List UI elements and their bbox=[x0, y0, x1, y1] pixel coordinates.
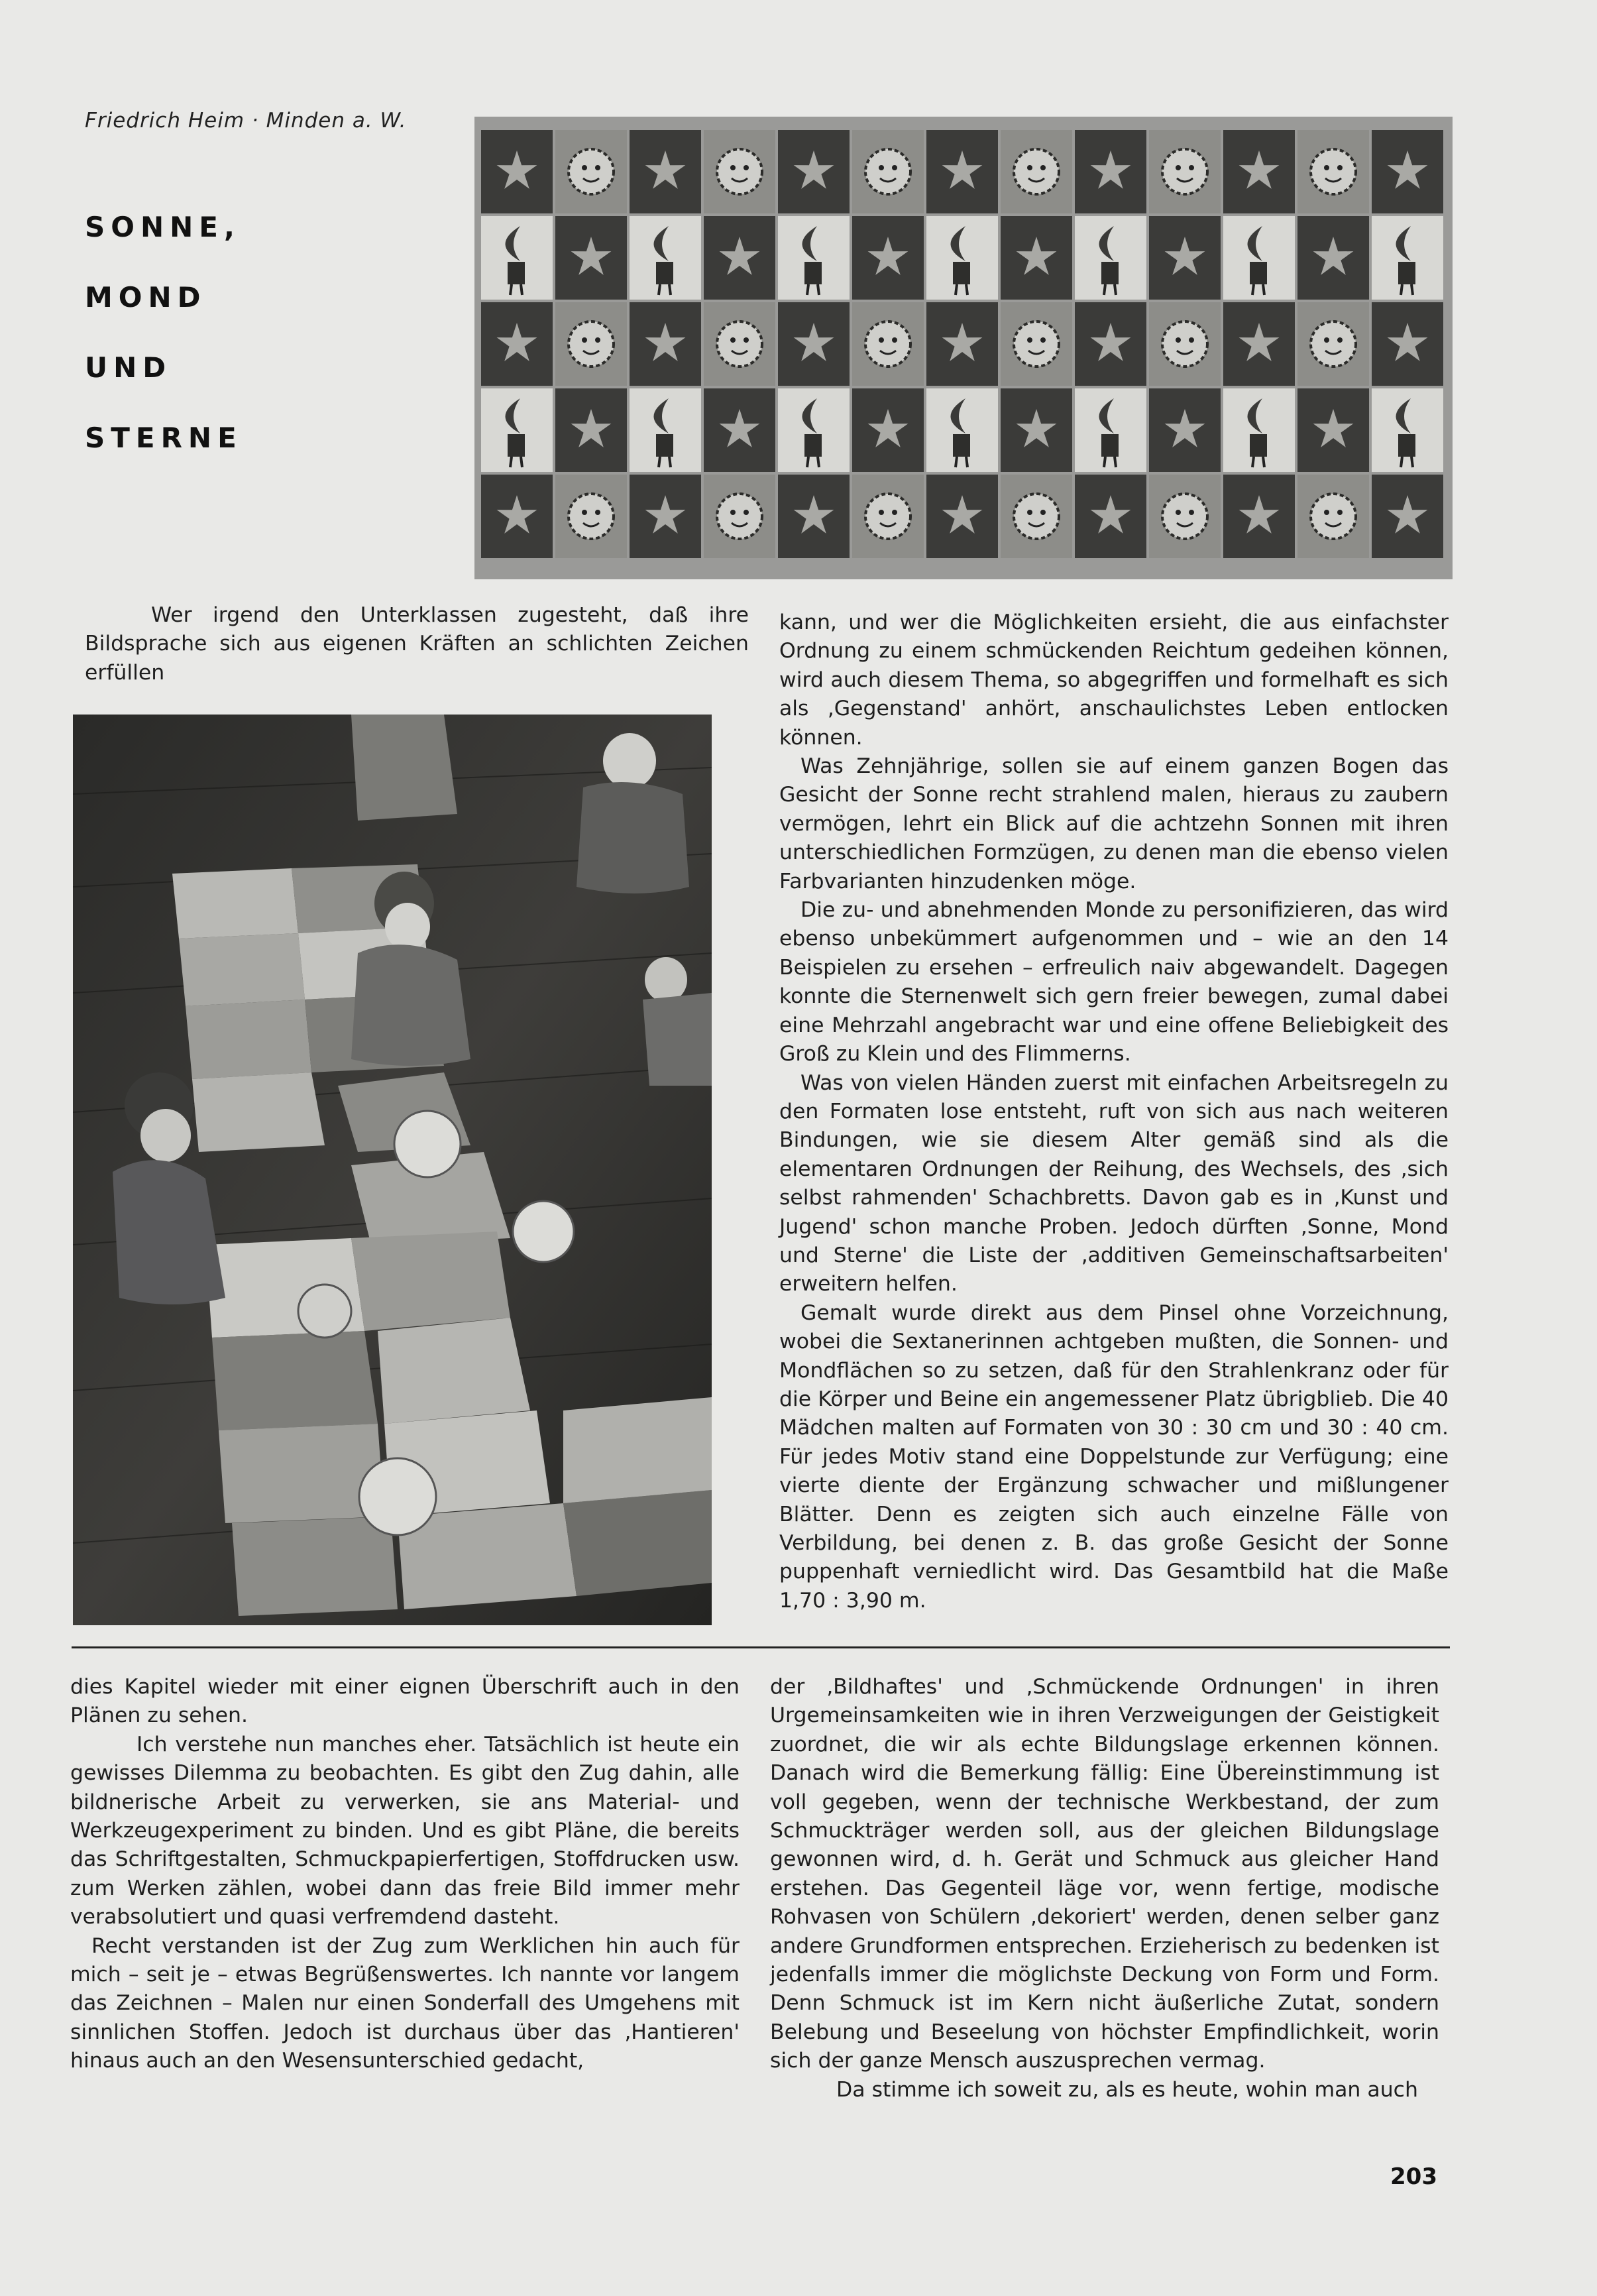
sun-face bbox=[1162, 321, 1207, 367]
bottom-right-column bbox=[770, 1673, 1439, 2104]
children-painting-photo bbox=[73, 715, 712, 1625]
title-line: MOND bbox=[85, 281, 207, 314]
sun-face bbox=[1014, 321, 1059, 367]
sun-face bbox=[717, 321, 762, 367]
sun-face bbox=[717, 149, 762, 194]
article-right-column bbox=[779, 608, 1449, 1615]
intro-column bbox=[85, 601, 749, 687]
title-line: UND bbox=[85, 351, 172, 384]
intro-paragraph: Wer irgend den Unterklassen zugesteht, daß ihre Bildsprache sich aus eigenen Kräften an schlichten Zeichen erfüllen bbox=[85, 603, 749, 685]
sun-face bbox=[569, 321, 614, 367]
sun-face bbox=[1014, 149, 1059, 194]
sun-face bbox=[1311, 149, 1356, 194]
sun-face bbox=[569, 149, 614, 194]
sun-face bbox=[1162, 494, 1207, 539]
sun-face bbox=[1162, 149, 1207, 194]
title-line: STERNE bbox=[85, 422, 243, 454]
sun-face bbox=[717, 494, 762, 539]
paragraph: Die zu- und abnehmenden Monde zu personifizieren, das wird ebenso unbekümmert aufgenommen und – wie an den 14 Beispielen zu ersehen – erfreulich naiv abgewandelt. Dagegen konnte die Sternenwelt sich gern freier bewegen, zumal dabei eine Mehrzahl angebracht war und eine offene Beliebigkeit des Groß zu Klein und des Flimmerns. bbox=[779, 898, 1449, 1066]
article-title bbox=[85, 211, 243, 492]
paragraph: Was von vielen Händen zuerst mit einfachen Arbeitsregeln zu den Formaten lose entsteht, ruft von sich aus nach weiteren Bindungen, wie sie diesem Alter gemäß sind als die elementaren Ordnungen der Reihung, des Wechsels, des ‚sich selbst rahmenden' Schachbretts. Davon gab es in ‚Kunst und Jugend' schon manche Proben. Jedoch dürften ‚Sonne, Mond und Sterne' die Liste der ‚additiven Gemeinschaftsarbeiten' erweitern helfen. bbox=[779, 1070, 1449, 1296]
sun-face bbox=[1014, 494, 1059, 539]
section-rule bbox=[72, 1646, 1450, 1648]
bottom-left-column bbox=[70, 1673, 740, 2076]
paragraph: Was Zehnjährige, sollen sie auf einem ganzen Bogen das Gesicht der Sonne recht strahlend malen, hieraus zu zaubern vermögen, lehrt ein Blick auf die achtzehn Sonnen mit ihren unterschiedlichen Formzügen, zu denen man die ebenso vielen Farbvarianten hinzudenken möge. bbox=[779, 754, 1449, 893]
sun-face bbox=[1311, 321, 1356, 367]
sun-face bbox=[865, 321, 910, 367]
paragraph: Ich verstehe nun manches eher. Tatsächlich ist heute ein gewisses Dilemma zu beobachten. Es gibt den Zug dahin, alle bildnerische Arbeit zu verwerken, sie ans Material- und Werkzeugexperiment zu binden. Und es gibt Pläne, die bereits das Schriftgestalten, Schmuckpapierfertigen, Stoffdrucken usw. zum Werken zählen, wobei dann das freie Bild immer mehr verabsolutiert und quasi verfremdend dasteht. bbox=[70, 1732, 740, 1929]
title-line: SONNE, bbox=[85, 211, 241, 243]
paragraph: Da stimme ich soweit zu, als es heute, wohin man auch bbox=[836, 2077, 1418, 2102]
paragraph: Recht verstanden ist der Zug zum Werklichen hin auch für mich – seit je – etwas Begrüßenswertes. Ich nannte vor langem das Zeichnen – Malen nur einen Sonderfall des Umgehens mit sinnlichen Stoffen. Jedoch ist durchaus über das ‚Hantieren' hinaus auch an den Wesensunterschied gedacht, bbox=[70, 1933, 740, 2073]
paragraph: dies Kapitel wieder mit einer eignen Überschrift auch in den Plänen zu sehen. bbox=[70, 1675, 740, 1728]
page-number: 203 bbox=[1390, 2163, 1437, 2190]
paragraph: Gemalt wurde direkt aus dem Pinsel ohne Vorzeichnung, wobei die Sextanerinnen achtgeben mußten, die Sonnen- und Mondflächen so zu setzen, daß für den Strahlenkranz oder für die Körper und Beine ein angemessener Platz übrigblieb. Die 40 Mädchen malten auf Formaten von 30 : 30 cm und 30 : 40 cm. Für jedes Motiv stand eine Doppelstunde zur Verfügung; eine vierte diente der Ergänzung schwacher und mißlungener Blätter. Denn es zeigten sich auch einzelne Fälle von Verbildung, bei denen z. B. das große Gesicht der Sonne puppenhaft verniedlicht wird. Das Gesamtbild hat die Maße 1,70 : 3,90 m. bbox=[779, 1300, 1449, 1613]
byline: Friedrich Heim · Minden a. W. bbox=[85, 109, 407, 133]
sun-face bbox=[865, 494, 910, 539]
sun-face bbox=[569, 494, 614, 539]
mural-photo bbox=[474, 117, 1453, 579]
paragraph: kann, und wer die Möglichkeiten ersieht, die aus einfachster Ordnung zu einem schmückenden Reichtum gedeihen können, wird auch diesem Thema, so abgegriffen und formelhaft es sich als ‚Gegenstand' anhört, anschaulichstes Leben entlocken können. bbox=[779, 610, 1449, 750]
paragraph: der ‚Bildhaftes' und ‚Schmückende Ordnungen' in ihren Urgemeinsamkeiten wie in ihren Verzweigungen der Geistigkeit zuordnet, die wir als echte Bildungslage erkennen können. Danach wird die Bemerkung fällig: Eine Übereinstimmung ist voll gegeben, wenn der technische Werkbestand, der zum Schmuckträger werden soll, aus der gleichen Bildungslage gewonnen wird, d. h. Gerät und Schmuck aus gleicher Hand erstehen. Das Gegenteil läge vor, wenn fertige, modische Rohvasen von Schülern ‚dekoriert' werden, denen selber ganz andere Grundformen entsprechen. Erzieherisch zu bedenken ist jedenfalls immer die möglichste Deckung von Form und Form. Denn Schmuck ist im Kern nicht äußerliche Zutat, sondern Belebung und Beseelung von höchster Empfindlichkeit, worin sich der ganze Mensch auszusprechen vermag. bbox=[770, 1675, 1439, 2073]
sun-face bbox=[1311, 494, 1356, 539]
sun-face bbox=[865, 149, 910, 194]
